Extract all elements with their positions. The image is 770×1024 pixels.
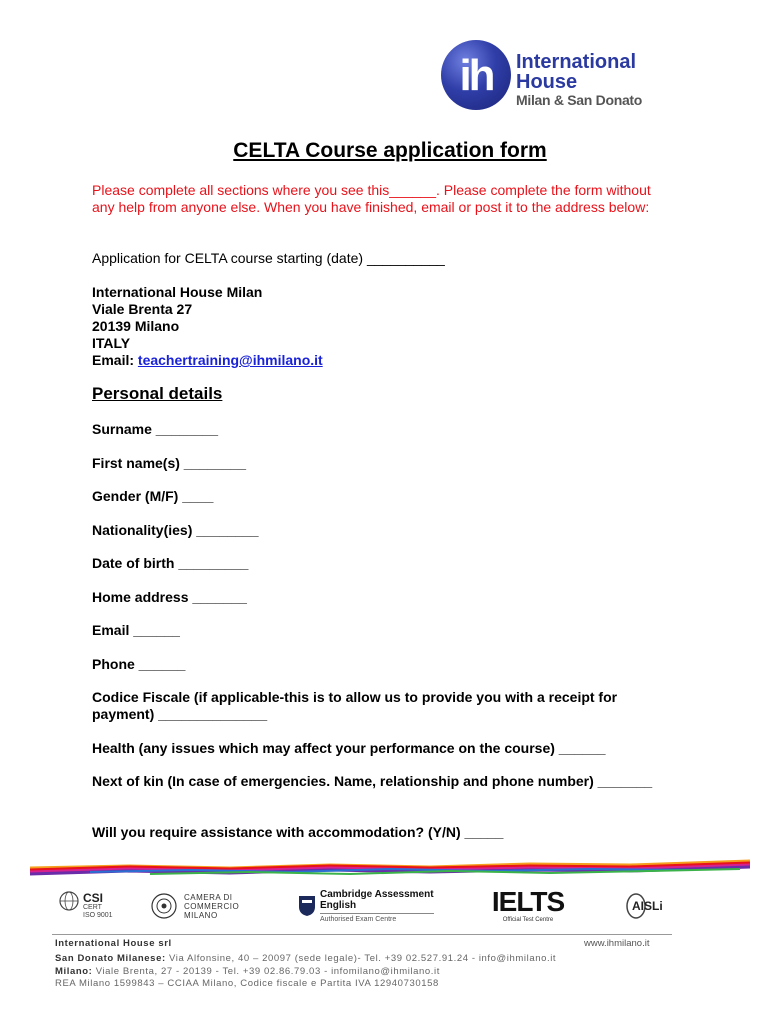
csi-cert-text: CERT xyxy=(83,904,102,911)
san-donato-label: San Donato Milanese: xyxy=(55,953,166,964)
email-field[interactable]: Email ______ xyxy=(92,622,180,638)
email-label: Email: xyxy=(92,352,135,368)
company-name: International House srl xyxy=(55,938,172,949)
address-line-3: 20139 Milano xyxy=(92,318,180,334)
ih-logo-mark: ih xyxy=(459,51,493,100)
date-of-birth-field[interactable]: Date of birth _________ xyxy=(92,555,249,571)
address-line-2: Viale Brenta 27 xyxy=(92,301,193,317)
cambridge-line-3: Authorised Exam Centre xyxy=(320,913,434,924)
course-start-date-field[interactable]: Application for CELTA course starting (date) __________ xyxy=(92,250,445,266)
instructions-text: Please complete all sections where you see this______. Please complete the form without any help from anyone else. When you have finished, email or post it to the address below: xyxy=(92,182,651,215)
cambridge-assessment-logo xyxy=(298,884,448,928)
aisli-text: AISLi xyxy=(632,899,663,913)
footer-website[interactable]: www.ihmilano.it xyxy=(584,938,650,949)
camera-line-3: MILANO xyxy=(184,910,218,920)
ielts-subtext: Official Test Centre xyxy=(502,917,554,923)
logo-text-line3: Milan & San Donato xyxy=(516,92,643,108)
surname-field[interactable]: Surname ________ xyxy=(92,421,219,437)
address-line-1: International House Milan xyxy=(92,284,263,300)
home-address-field[interactable]: Home address _______ xyxy=(92,589,247,605)
email-link[interactable]: teachertraining@ihmilano.it xyxy=(137,352,323,368)
health-field[interactable]: Health (any issues which may affect your performance on the course) ______ xyxy=(92,740,606,756)
cambridge-line-1: Cambridge Assessment xyxy=(320,888,434,900)
accommodation-field[interactable]: Will you require assistance with accommodation? (Y/N) _____ xyxy=(92,824,504,840)
page-title: CELTA Course application form xyxy=(233,139,547,162)
aisli-logo xyxy=(624,884,694,928)
camera-seal-icon xyxy=(150,892,178,920)
logo-text-line1: International xyxy=(516,51,637,73)
section-title-personal-details: Personal details xyxy=(92,384,223,403)
csi-iso-text: ISO 9001 xyxy=(83,912,113,919)
first-names-field[interactable]: First name(s) ________ xyxy=(92,455,247,471)
csi-globe-icon xyxy=(58,888,80,924)
camera-line-1: CAMERA DI xyxy=(184,892,233,902)
csi-cert-logo xyxy=(58,884,118,928)
phone-field[interactable]: Phone ______ xyxy=(92,656,186,672)
ielts-logo xyxy=(488,884,568,928)
footer-divider xyxy=(52,934,672,935)
nationality-field[interactable]: Nationality(ies) ________ xyxy=(92,522,259,538)
next-of-kin-field[interactable]: Next of kin (In case of emergencies. Name, relationship and phone number) _______ xyxy=(92,773,653,789)
san-donato-text: Via Alfonsine, 40 – 20097 (sede legale)- Tel. +39 02.527.91.24 - info@ihmilano.it xyxy=(168,953,557,964)
footer-milano xyxy=(55,966,440,978)
postal-address xyxy=(92,284,323,369)
address-email-row xyxy=(92,352,323,369)
codice-fiscale-field[interactable]: Codice Fiscale (if applicable-this is to allow us to provide you with a receipt for payment) ______________ xyxy=(92,689,618,722)
footer-company xyxy=(55,938,172,950)
logo-text-line2: House xyxy=(516,71,578,93)
address-line-4: ITALY xyxy=(92,335,131,351)
ielts-text: IELTS xyxy=(491,886,565,917)
rainbow-stripe-decoration xyxy=(30,852,750,876)
gender-field[interactable]: Gender (M/F) ____ xyxy=(92,488,214,504)
footer-san-donato xyxy=(55,953,556,965)
milano-label: Milano: xyxy=(55,966,93,977)
accreditation-logos xyxy=(50,884,730,928)
camera-commercio-logo xyxy=(150,884,260,928)
csi-text: CSI xyxy=(83,891,104,905)
milano-text: Viale Brenta, 27 - 20139 - Tel. +39 02.86.79.03 - infomilano@ihmilano.it xyxy=(95,966,440,977)
camera-line-2: COMMERCIO xyxy=(184,901,240,911)
cambridge-shield-icon xyxy=(298,895,316,917)
footer-rea: REA Milano 1599843 – CCIAA Milano, Codice fiscale e Partita IVA 12940730158 xyxy=(55,978,439,989)
cambridge-line-2: English xyxy=(320,899,357,911)
